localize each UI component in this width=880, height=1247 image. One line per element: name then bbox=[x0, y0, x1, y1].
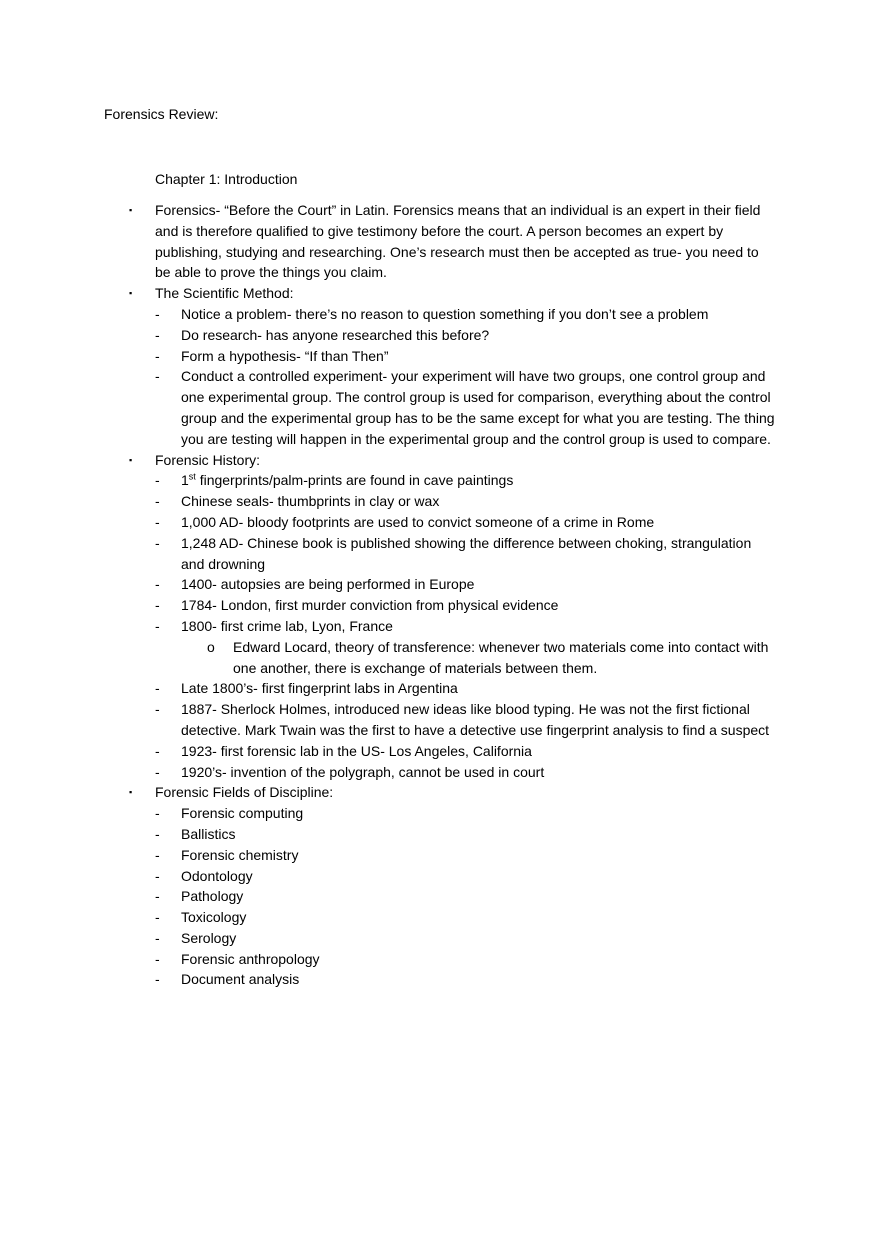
sub-item-text: Notice a problem- there’s no reason to question something if you don’t see a problem bbox=[181, 305, 709, 322]
sub-item bbox=[0, 346, 775, 367]
sub-item-text: Conduct a controlled experiment- your experiment will have two groups, one control group and one experimental group. The control group is used for comparison, everything about the control group and the experimental group has to be the same except for what you are testing. The thing you are testing will happen in the experimental group and the control group is used to compare. bbox=[181, 368, 775, 447]
circle-bullet-icon: o bbox=[207, 638, 215, 655]
sub-item bbox=[0, 741, 775, 762]
sub-item bbox=[0, 762, 775, 783]
sub-item-text: Forensic computing bbox=[181, 805, 304, 822]
dash-bullet-icon: - bbox=[155, 701, 160, 718]
sub-item bbox=[0, 824, 775, 845]
bullet-text: Forensics- “Before the Court” in Latin. Forensics means that an individual is an expert in their field and is therefore qualified to give testimony before the court. A person becomes an expert by publishing, studying and researching. One’s research must then be accepted as true- you need to be able to prove the things you claim. bbox=[155, 202, 761, 281]
dash-bullet-icon: - bbox=[155, 368, 160, 385]
sub-item-text: Pathology bbox=[181, 888, 244, 905]
bullet-item bbox=[0, 283, 775, 304]
dash-bullet-icon: - bbox=[155, 929, 160, 946]
bullet-item bbox=[0, 782, 775, 803]
dash-bullet-icon: - bbox=[155, 513, 160, 530]
sub-item-text: 1784- London, first murder conviction from physical evidence bbox=[181, 597, 559, 614]
sub-item bbox=[0, 886, 775, 907]
document-title: Forensics Review: bbox=[104, 106, 219, 122]
sub-item-text: Late 1800’s- first fingerprint labs in Argentina bbox=[181, 680, 458, 697]
sub-item-text: Forensic anthropology bbox=[181, 950, 320, 967]
sub-item bbox=[0, 845, 775, 866]
sub-item-text: 1400- autopsies are being performed in Europe bbox=[181, 576, 475, 593]
nested-item bbox=[0, 637, 775, 679]
sub-item bbox=[0, 304, 775, 325]
square-bullet-icon: ▪ bbox=[129, 205, 133, 215]
sub-item-text: Form a hypothesis- “If than Then” bbox=[181, 347, 389, 364]
sub-item bbox=[0, 325, 775, 346]
sub-item bbox=[0, 595, 775, 616]
bullet-text: Forensic Fields of Discipline: bbox=[155, 784, 334, 801]
dash-bullet-icon: - bbox=[155, 597, 160, 614]
sub-item-text: 1,000 AD- bloody footprints are used to convict someone of a crime in Rome bbox=[181, 513, 655, 530]
sub-item bbox=[0, 491, 775, 512]
sub-item bbox=[0, 678, 775, 699]
sub-item-text: Odontology bbox=[181, 867, 253, 884]
sub-item-text: Ballistics bbox=[181, 825, 236, 842]
sub-item bbox=[0, 928, 775, 949]
sub-item-text: Do research- has anyone researched this before? bbox=[181, 326, 490, 343]
bullet-text: Forensic History: bbox=[155, 451, 261, 468]
chapter-heading: Chapter 1: Introduction bbox=[155, 171, 298, 187]
dash-bullet-icon: - bbox=[155, 805, 160, 822]
nested-item-text: Edward Locard, theory of transference: whenever two materials come into contact with one another, there is exchange of materials between them. bbox=[233, 638, 769, 676]
dash-bullet-icon: - bbox=[155, 347, 160, 364]
dash-bullet-icon: - bbox=[155, 326, 160, 343]
sub-item-text: 1,248 AD- Chinese book is published showing the difference between choking, strangulation and drowning bbox=[181, 534, 752, 572]
square-bullet-icon: ▪ bbox=[129, 454, 133, 465]
sub-item bbox=[0, 949, 775, 970]
ordinal-suffix: st bbox=[188, 471, 196, 482]
sub-item-text: Chinese seals- thumbprints in clay or wax bbox=[181, 493, 440, 510]
sub-item-text: fingerprints/palm-prints are found in cave paintings bbox=[195, 472, 514, 489]
sub-item bbox=[0, 907, 775, 928]
dash-bullet-icon: - bbox=[155, 867, 160, 884]
sub-item bbox=[0, 699, 775, 741]
sub-item-number: 1 bbox=[181, 472, 189, 489]
dash-bullet-icon: - bbox=[155, 950, 160, 967]
dash-bullet-icon: - bbox=[155, 617, 160, 634]
sub-item-text: 1923- first forensic lab in the US- Los Angeles, California bbox=[181, 742, 532, 759]
square-bullet-icon: ▪ bbox=[129, 288, 133, 299]
sub-item bbox=[0, 533, 775, 575]
dash-bullet-icon: - bbox=[155, 576, 160, 593]
sub-item bbox=[0, 512, 775, 533]
bullet-item bbox=[0, 200, 775, 283]
sub-item bbox=[0, 574, 775, 595]
dash-bullet-icon: - bbox=[155, 472, 160, 489]
dash-bullet-icon: - bbox=[155, 305, 160, 322]
sub-item bbox=[0, 616, 775, 637]
dash-bullet-icon: - bbox=[155, 742, 160, 759]
sub-item bbox=[0, 969, 775, 990]
sub-item-text: 1887- Sherlock Holmes, introduced new ideas like blood typing. He was not the first fictional detective. Mark Twain was the first to have a detective use fingerprint analysis to find a suspect bbox=[181, 701, 770, 738]
dash-bullet-icon: - bbox=[155, 493, 160, 510]
dash-bullet-icon: - bbox=[155, 825, 160, 842]
sub-item-text: Toxicology bbox=[181, 909, 247, 926]
dash-bullet-icon: - bbox=[155, 909, 160, 926]
sub-item bbox=[0, 366, 775, 449]
bullet-text: The Scientific Method: bbox=[155, 285, 294, 302]
dash-bullet-icon: - bbox=[155, 534, 160, 551]
outline-list bbox=[0, 200, 880, 990]
sub-item-text: 1800- first crime lab, Lyon, France bbox=[181, 617, 393, 634]
square-bullet-icon: ▪ bbox=[129, 787, 133, 798]
dash-bullet-icon: - bbox=[155, 888, 160, 905]
bullet-item bbox=[0, 450, 775, 471]
sub-item bbox=[0, 866, 775, 887]
sub-item-text: Document analysis bbox=[181, 971, 300, 988]
sub-item-text: 1920’s- invention of the polygraph, cannot be used in court bbox=[181, 763, 545, 780]
dash-bullet-icon: - bbox=[155, 763, 160, 780]
sub-item bbox=[0, 803, 775, 824]
dash-bullet-icon: - bbox=[155, 971, 160, 988]
dash-bullet-icon: - bbox=[155, 846, 160, 863]
dash-bullet-icon: - bbox=[155, 680, 160, 697]
sub-item-text: Forensic chemistry bbox=[181, 846, 299, 863]
sub-item bbox=[0, 470, 775, 491]
sub-item-text: Serology bbox=[181, 929, 237, 946]
